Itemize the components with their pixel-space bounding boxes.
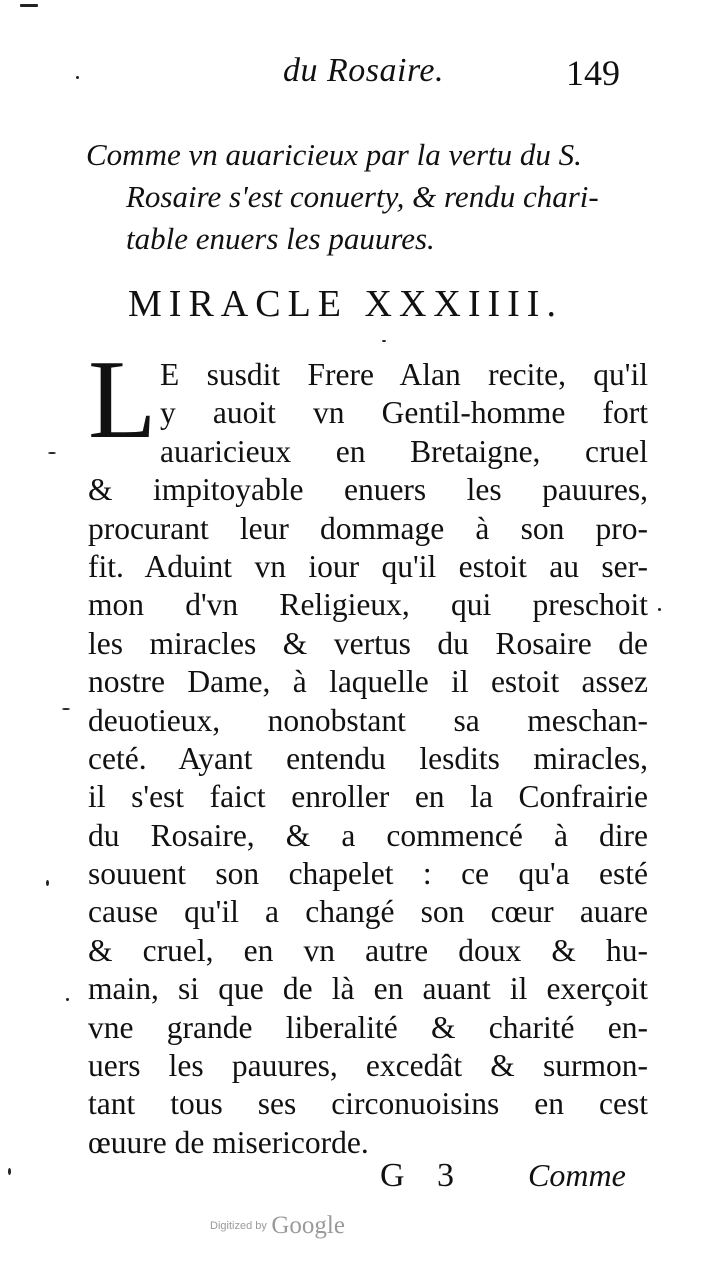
body-line: vne grande liberalité & charité en-: [88, 1009, 648, 1045]
body-line: œuure de misericorde.: [88, 1124, 369, 1160]
scan-speck: [46, 880, 49, 886]
body-line: fit. Aduint vn iour qu'il estoit au ser-: [88, 548, 648, 584]
body-line: deuotieux, nonobstant sa meschan-: [88, 702, 648, 738]
body-text: [88, 356, 648, 1162]
summary-line: Comme vn auaricieux par la vertu du S.: [86, 137, 582, 172]
body-line: & cruel, en vn autre doux & hu-: [88, 932, 648, 968]
scan-speck: [66, 998, 69, 1001]
signature-mark: G 3: [380, 1157, 467, 1194]
body-line: tant tous ses circonuoisins en cest: [88, 1086, 648, 1122]
chapter-summary: [86, 134, 646, 260]
scan-speck: [8, 1168, 11, 1175]
scan-speck: [62, 708, 70, 710]
body-line: du Rosaire, & a commencé à dire: [88, 817, 648, 853]
body-line: les miracles & vertus du Rosaire de: [88, 625, 648, 661]
catchword: Comme: [528, 1157, 626, 1193]
summary-line: Rosaire s'est conuerty, & rendu chari-: [126, 179, 599, 214]
body-line: & impitoyable enuers les pauures,: [88, 472, 648, 508]
body-line: uers les pauures, excedât & surmon-: [88, 1048, 648, 1084]
page-header: [0, 52, 717, 102]
scan-speck: [76, 76, 79, 79]
digitized-watermark: [210, 1212, 345, 1240]
body-line: auaricieux en Bretaigne, cruel: [160, 433, 648, 469]
body-line: nostre Dame, à laquelle il estoit assez: [88, 664, 648, 700]
body-line: souuent son chapelet : ce qu'a esté: [88, 856, 648, 892]
scan-speck: [48, 452, 56, 454]
chapter-heading: MIRACLE XXXIIII.: [128, 283, 563, 325]
scan-speck: [658, 608, 661, 611]
body-line: mon d'vn Religieux, qui preschoit: [88, 587, 648, 623]
page-number: 149: [566, 53, 620, 93]
watermark-prefix: Digitized by: [210, 1220, 267, 1232]
body-line: E susdit Frere Alan recite, qu'il: [160, 357, 648, 392]
watermark-brand: Google: [271, 1212, 345, 1239]
body-line: ceté. Ayant entendu lesdits miracles,: [88, 740, 648, 776]
running-head: du Rosaire.: [283, 52, 445, 89]
scan-speck: [20, 4, 38, 7]
body-line: main, si que de là en auant il exerçoit: [88, 971, 648, 1007]
scan-speck: [382, 340, 386, 342]
body-line: il s'est faict enroller en la Confrairie: [88, 779, 648, 815]
summary-line: table enuers les pauures.: [126, 221, 435, 256]
page-footer: [0, 1157, 717, 1207]
body-line: cause qu'il a changé son cœur auare: [88, 894, 648, 930]
body-line: y auoit vn Gentil-homme fort: [160, 395, 648, 431]
body-line: procurant leur dommage à son pro-: [88, 510, 648, 546]
drop-cap: L: [88, 338, 157, 462]
